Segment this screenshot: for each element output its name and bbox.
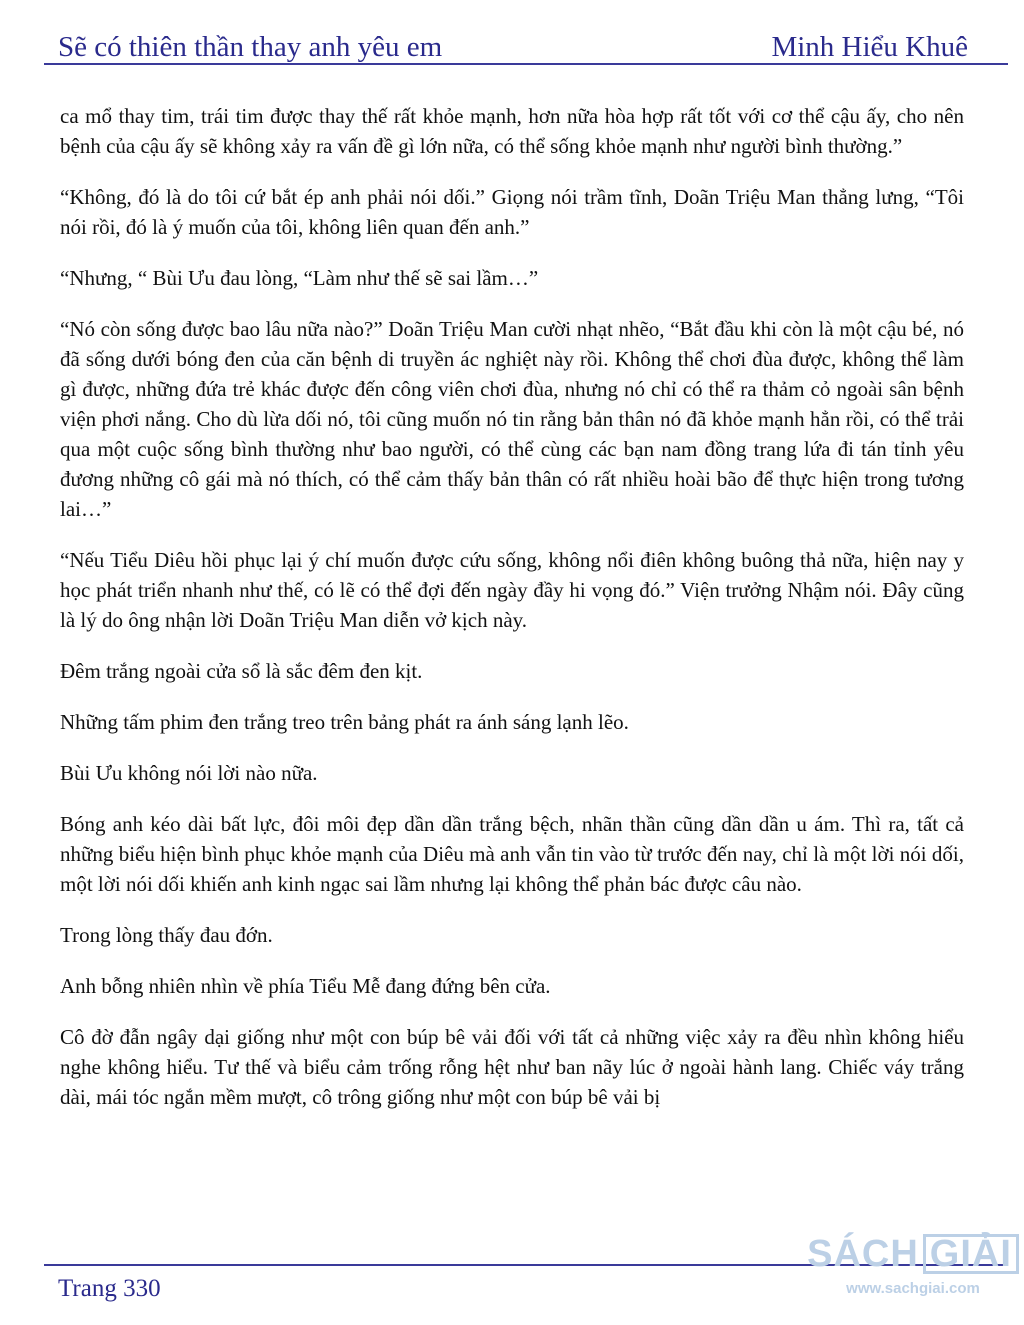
paragraph: Những tấm phim đen trắng treo trên bảng phát ra ánh sáng lạnh lẽo. <box>60 710 629 734</box>
paragraph: “Không, đó là do tôi cứ bắt ép anh phải nói dối.” Giọng nói trầm tĩnh, Doãn Triệu Man thẳng lưng, “Tôi nói rồi, đó là ý muốn của tôi, không liên quan đến anh.” <box>60 185 964 239</box>
watermark-brand <box>808 1234 1018 1274</box>
author-name: Minh Hiểu Khuê <box>771 31 968 63</box>
paragraph: “Nhưng, “ Bùi Ưu đau lòng, “Làm như thế sẽ sai lầm…” <box>60 266 539 290</box>
watermark-url: www.sachgiai.com <box>846 1280 980 1297</box>
paragraph: “Nếu Tiểu Diêu hồi phục lại ý chí muốn được cứu sống, không nổi điên không buông thả nữa, hiện nay y học phát triển nhanh như thế, có lẽ có thể đợi đến ngày đầy hi vọng đó.” Viện trưởng Nhậm nói. Đây cũng là lý do ông nhận lời Doãn Triệu Man diễn vở kịch này. <box>60 548 964 632</box>
watermark-brand-right: GIẢI <box>923 1234 1019 1274</box>
page-body <box>60 101 964 1133</box>
page-header <box>58 22 968 62</box>
watermark-brand-left: SÁCH <box>807 1233 919 1275</box>
paragraph: Bùi Ưu không nói lời nào nữa. <box>60 761 318 785</box>
paragraph: Bóng anh kéo dài bất lực, đôi môi đẹp dần dần trắng bệch, nhãn thần cũng dần dần u ám. Thì ra, tất cả những biểu hiện bình phục khỏe mạnh của Diêu mà anh vẫn tin vào từ trước đến nay, chỉ là một lời nói dối, một lời nói dối khiến anh kinh ngạc sai lầm nhưng lại không thể phản bác được câu nào. <box>60 812 964 896</box>
paragraph: Đêm trắng ngoài cửa sổ là sắc đêm đen kịt. <box>60 659 423 683</box>
page-number: Trang 330 <box>58 1275 161 1302</box>
paragraph: Trong lòng thấy đau đớn. <box>60 923 273 947</box>
paragraph: ca mổ thay tim, trái tim được thay thế rất khỏe mạnh, hơn nữa hòa hợp rất tốt với cơ thể cậu ấy, cho nên bệnh của cậu ấy sẽ không xảy ra vấn đề gì lớn nữa, có thể sống khỏe mạnh như người bình thường.” <box>60 104 964 158</box>
header-divider <box>44 63 1008 65</box>
paragraph: Cô đờ đẫn ngây dại giống như một con búp bê vải đối với tất cả những việc xảy ra đều nhìn không hiểu nghe không hiểu. Tư thế và biểu cảm trống rỗng hệt như ban nãy lúc ở ngoài hành lang. Chiếc váy trắng dài, mái tóc ngắn mềm mượt, cô trông giống như một con búp bê vải bị <box>60 1025 964 1109</box>
paragraph: Anh bỗng nhiên nhìn về phía Tiểu Mễ đang đứng bên cửa. <box>60 974 551 998</box>
book-title: Sẽ có thiên thần thay anh yêu em <box>58 31 443 63</box>
watermark-logo <box>808 1234 1018 1297</box>
paragraph: “Nó còn sống được bao lâu nữa nào?” Doãn Triệu Man cười nhạt nhẽo, “Bắt đầu khi còn là một cậu bé, nó đã sống dưới bóng đen của căn bệnh di truyền ác nghiệt này rồi. Không thể chơi đùa được, không thể làm gì được, những đứa trẻ khác được đến công viên chơi đùa, nhưng nó chỉ có thể ra thảm cỏ ngoài sân bệnh viện phơi nắng. Cho dù lừa dối nó, tôi cũng muốn nó tin rằng bản thân nó đã khỏe mạnh hẳn rồi, có thể trải qua một cuộc sống bình thường như bao người, có thể cùng các bạn nam đồng trang lứa đi tán tỉnh yêu đương những cô gái mà nó thích, có thể cảm thấy bản thân có rất nhiều hoài bão để thực hiện trong tương lai…” <box>60 317 964 521</box>
